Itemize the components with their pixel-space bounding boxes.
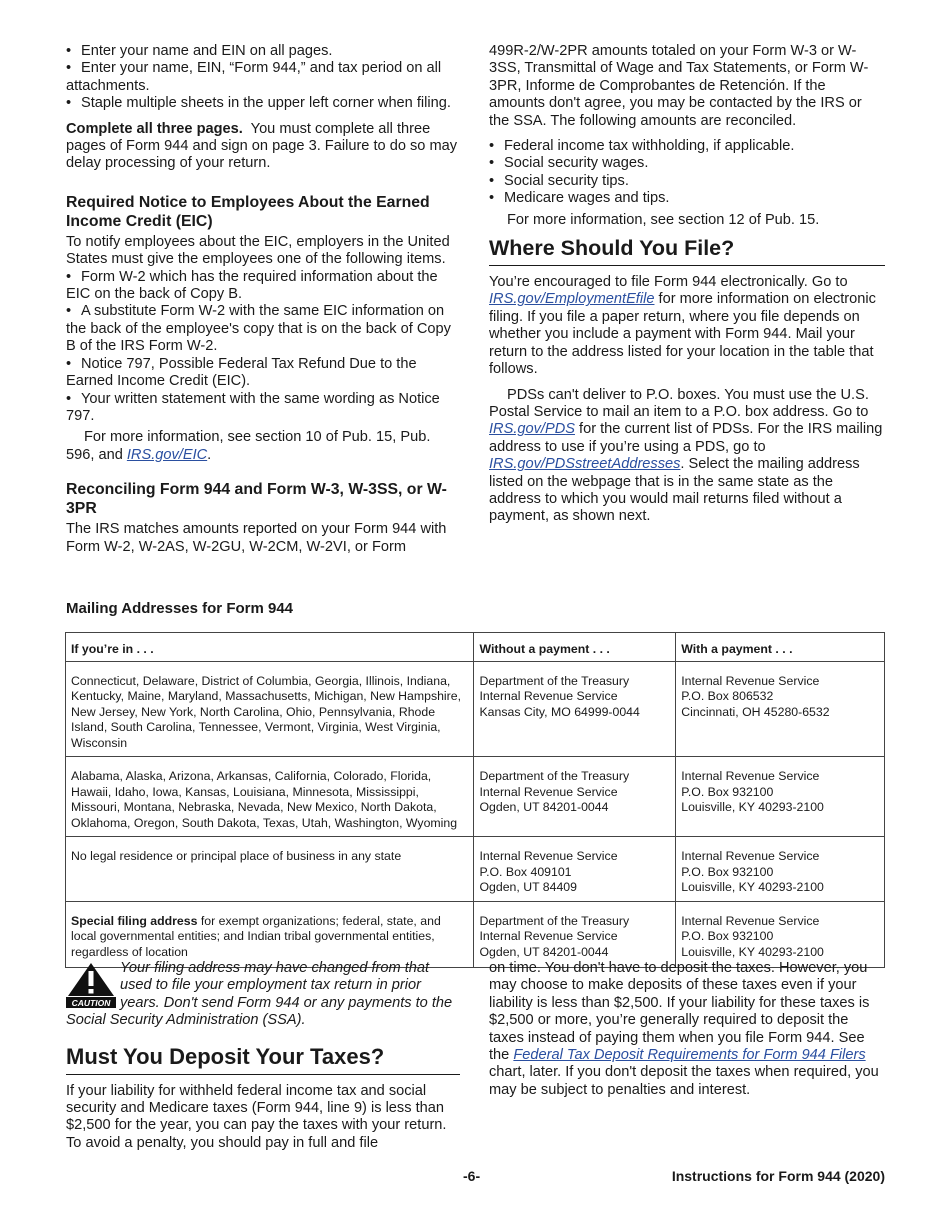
- eic-bullet: • A substitute Form W-2 with the same EIC information on the back of the employee's copy that is on the back of Copy B of the IRS Form W-2.: [66, 303, 451, 355]
- eic-intro: To notify employees about the EIC, employers in the United States must give the employees one of the following items.: [66, 233, 450, 268]
- right-column: [489, 43, 885, 526]
- with-payment-cell: Internal Revenue Service P.O. Box 932100 Louisville, KY 40293-2100: [676, 901, 885, 967]
- header-location: If you’re in . . .: [66, 633, 474, 662]
- footer-title: Instructions for Form 944 (2020): [671, 1168, 885, 1184]
- caution-label: CAUTION: [71, 998, 111, 1008]
- irs-eic-link[interactable]: IRS.gov/EIC: [126, 446, 208, 463]
- without-payment-cell: Department of the Treasury Internal Revenue Service Ogden, UT 84201-0044: [474, 757, 676, 837]
- with-payment-cell: Internal Revenue Service P.O. Box 932100 Louisville, KY 40293-2100: [676, 757, 885, 837]
- table-row: [66, 901, 885, 967]
- employment-efile-link[interactable]: IRS.gov/EmploymentEfile: [489, 291, 655, 308]
- mailing-addresses-table: [65, 632, 885, 968]
- eic-more-info: For more information, see section 10 of Pub. 15, Pub. 596, and IRS.gov/EIC.: [66, 429, 431, 463]
- without-payment-cell: Department of the Treasury Internal Revenue Service Ogden, UT 84201-0044: [474, 901, 676, 967]
- pds-street-addresses-link[interactable]: IRS.gov/PDSstreetAddresses: [489, 456, 681, 473]
- without-payment-cell: Department of the Treasury Internal Revenue Service Kansas City, MO 64999-0044: [474, 661, 676, 757]
- complete-pages-bold: Complete all three pages.: [66, 120, 243, 137]
- special-filing-label: Special filing address: [71, 913, 198, 928]
- without-payment-cell: Internal Revenue Service P.O. Box 409101 Ogden, UT 84409: [474, 837, 676, 902]
- mailing-table-title: Mailing Addresses for Form 944: [66, 600, 294, 617]
- eic-heading: Required Notice to Employees About the Earned Income Credit (EIC): [66, 193, 430, 230]
- location-cell: Alabama, Alaska, Arizona, Arkansas, California, Colorado, Florida, Hawaii, Idaho, Iowa, Kansas, Louisiana, Minnesota, Mississippi, Missouri, Montana, Nebraska, Nevada, New Mexico, North Dakota, Oklahoma, Oregon, South Dakota, Texas, Utah, Washington, Wyoming: [66, 757, 474, 837]
- reconcile-heading: Reconciling Form 944 and Form W-3, W-3SS, or W-3PR: [66, 481, 447, 518]
- where-file-paragraph-2: PDSs can't deliver to P.O. boxes. You must use the U.S. Postal Service to mail an item to a P.O. box address. Go to IRS.gov/PDS for the current list of PDSs. For the IRS mailing address to use if you’re using a PDS, go to IRS.gov/PDSstreetAddresses. Select the mailing address listed on the webpage that is in the same state as the address to which you would mail returns filed without a payment, as shown next.: [489, 386, 883, 525]
- deposit-heading: Must You Deposit Your Taxes?: [66, 1044, 460, 1075]
- location-cell: Connecticut, Delaware, District of Columbia, Georgia, Illinois, Indiana, Kentucky, Maine, Maryland, Massachusetts, Michigan, New Hampshire, New Jersey, New York, North Carolina, Ohio, Pennsylvania, Rhode Island, South Carolina, Tennessee, Vermont, Virginia, West Virginia, Wisconsin: [66, 661, 474, 757]
- left-column: [66, 43, 460, 556]
- reconciled-bullet: • Medicare wages and tips.: [489, 190, 670, 207]
- table-row: [66, 837, 885, 902]
- page-number: -6-: [463, 1168, 481, 1184]
- eic-bullet: • Form W-2 which has the required information about the EIC on the back of Copy B.: [66, 268, 438, 303]
- reconciled-bullet: • Federal income tax withholding, if applicable.: [489, 138, 795, 155]
- reconcile-text: The IRS matches amounts reported on your Form 944 with Form W-2, W-2AS, W-2GU, W-2CM, W-2VI, or Form: [66, 521, 447, 555]
- eic-bullet: • Your written statement with the same wording as Notice 797.: [66, 390, 440, 424]
- location-cell: Special filing address for exempt organizations; federal, state, and local governmental entities; and Indian tribal governmental entities, regardless of location: [66, 901, 474, 967]
- bullet-attachments: • Enter your name, EIN, “Form 944,” and tax period on all attachments.: [66, 60, 442, 94]
- where-file-heading: Where Should You File?: [489, 235, 885, 266]
- header-with-payment: With a payment . . .: [676, 633, 885, 662]
- reconcile-continued: 499R-2/W-2PR amounts totaled on your Form W-3 or W-3SS, Transmittal of Wage and Tax Statements, or Form W-3PR, Informe de Comprobantes de Retención. If the amounts don't agree, you may be contacted by the IRS or the SSA. The following amounts are reconciled.: [489, 43, 869, 129]
- caution-icon: [66, 962, 116, 1008]
- location-cell: No legal residence or principal place of business in any state: [66, 837, 474, 902]
- where-file-paragraph-1: You’re encouraged to file Form 944 electronically. Go to IRS.gov/EmploymentEfile for more information on electronic filing. If you file a paper return, where you file depends on whether you include a payment with Form 944. Mail your return to the address listed for your location in the table that follows.: [489, 274, 876, 378]
- reconciled-bullet: • Social security tips.: [489, 172, 629, 189]
- table-header-row: [66, 633, 885, 662]
- with-payment-cell: Internal Revenue Service P.O. Box 806532 Cincinnati, OH 45280-6532: [676, 661, 885, 757]
- deposit-continued: on time. You don't have to deposit the taxes. However, you may choose to make deposits of these taxes even if your liability is less than $2,500. If your liability for these taxes is $2,500 or more, you’re generally required to deposit the taxes instead of paying them when you file Form 944. See the Federal Tax Deposit Requirements for Form 944 Filers chart, later. If you don't deposit the taxes when required, you may be subject to penalties and interest.: [489, 960, 879, 1098]
- header-without-payment: Without a payment . . .: [474, 633, 676, 662]
- ftd-requirements-link[interactable]: Federal Tax Deposit Requirements for Form 944 Filers: [513, 1047, 866, 1064]
- table-row: [66, 757, 885, 837]
- bullet-staple: • Staple multiple sheets in the upper left corner when filing.: [66, 95, 451, 112]
- with-payment-cell: Internal Revenue Service P.O. Box 932100 Louisville, KY 40293-2100: [676, 837, 885, 902]
- complete-pages-paragraph: Complete all three pages. You must complete all three pages of Form 944 and sign on page 3. Failure to do so may delay processing of your return.: [66, 120, 458, 172]
- reconciled-bullet: • Social security wages.: [489, 155, 649, 172]
- eic-bullet: • Notice 797, Possible Federal Tax Refund Due to the Earned Income Credit (EIC).: [66, 355, 417, 390]
- bottom-right-column: [489, 960, 885, 1099]
- table-row: [66, 661, 885, 757]
- irs-pds-link[interactable]: IRS.gov/PDS: [489, 421, 575, 438]
- bottom-left-column: [66, 960, 460, 1152]
- deposit-text: If your liability for withheld federal income tax and social security and Medicare taxes (Form 944, line 9) is less than $2,500 for the year, you can pay the taxes with your return. To avoid a penalty, you should pay in full and file: [66, 1082, 447, 1151]
- bullet-name-ein: • Enter your name and EIN on all pages.: [66, 43, 333, 59]
- pub15-more-info: For more information, see section 12 of Pub. 15.: [507, 211, 820, 228]
- caution-note: CAUTION Your filing address may have changed from that used to file your employment tax return in prior years. Don't send Form 944 or any payments to the Social Security Administration (SSA).: [66, 960, 453, 1029]
